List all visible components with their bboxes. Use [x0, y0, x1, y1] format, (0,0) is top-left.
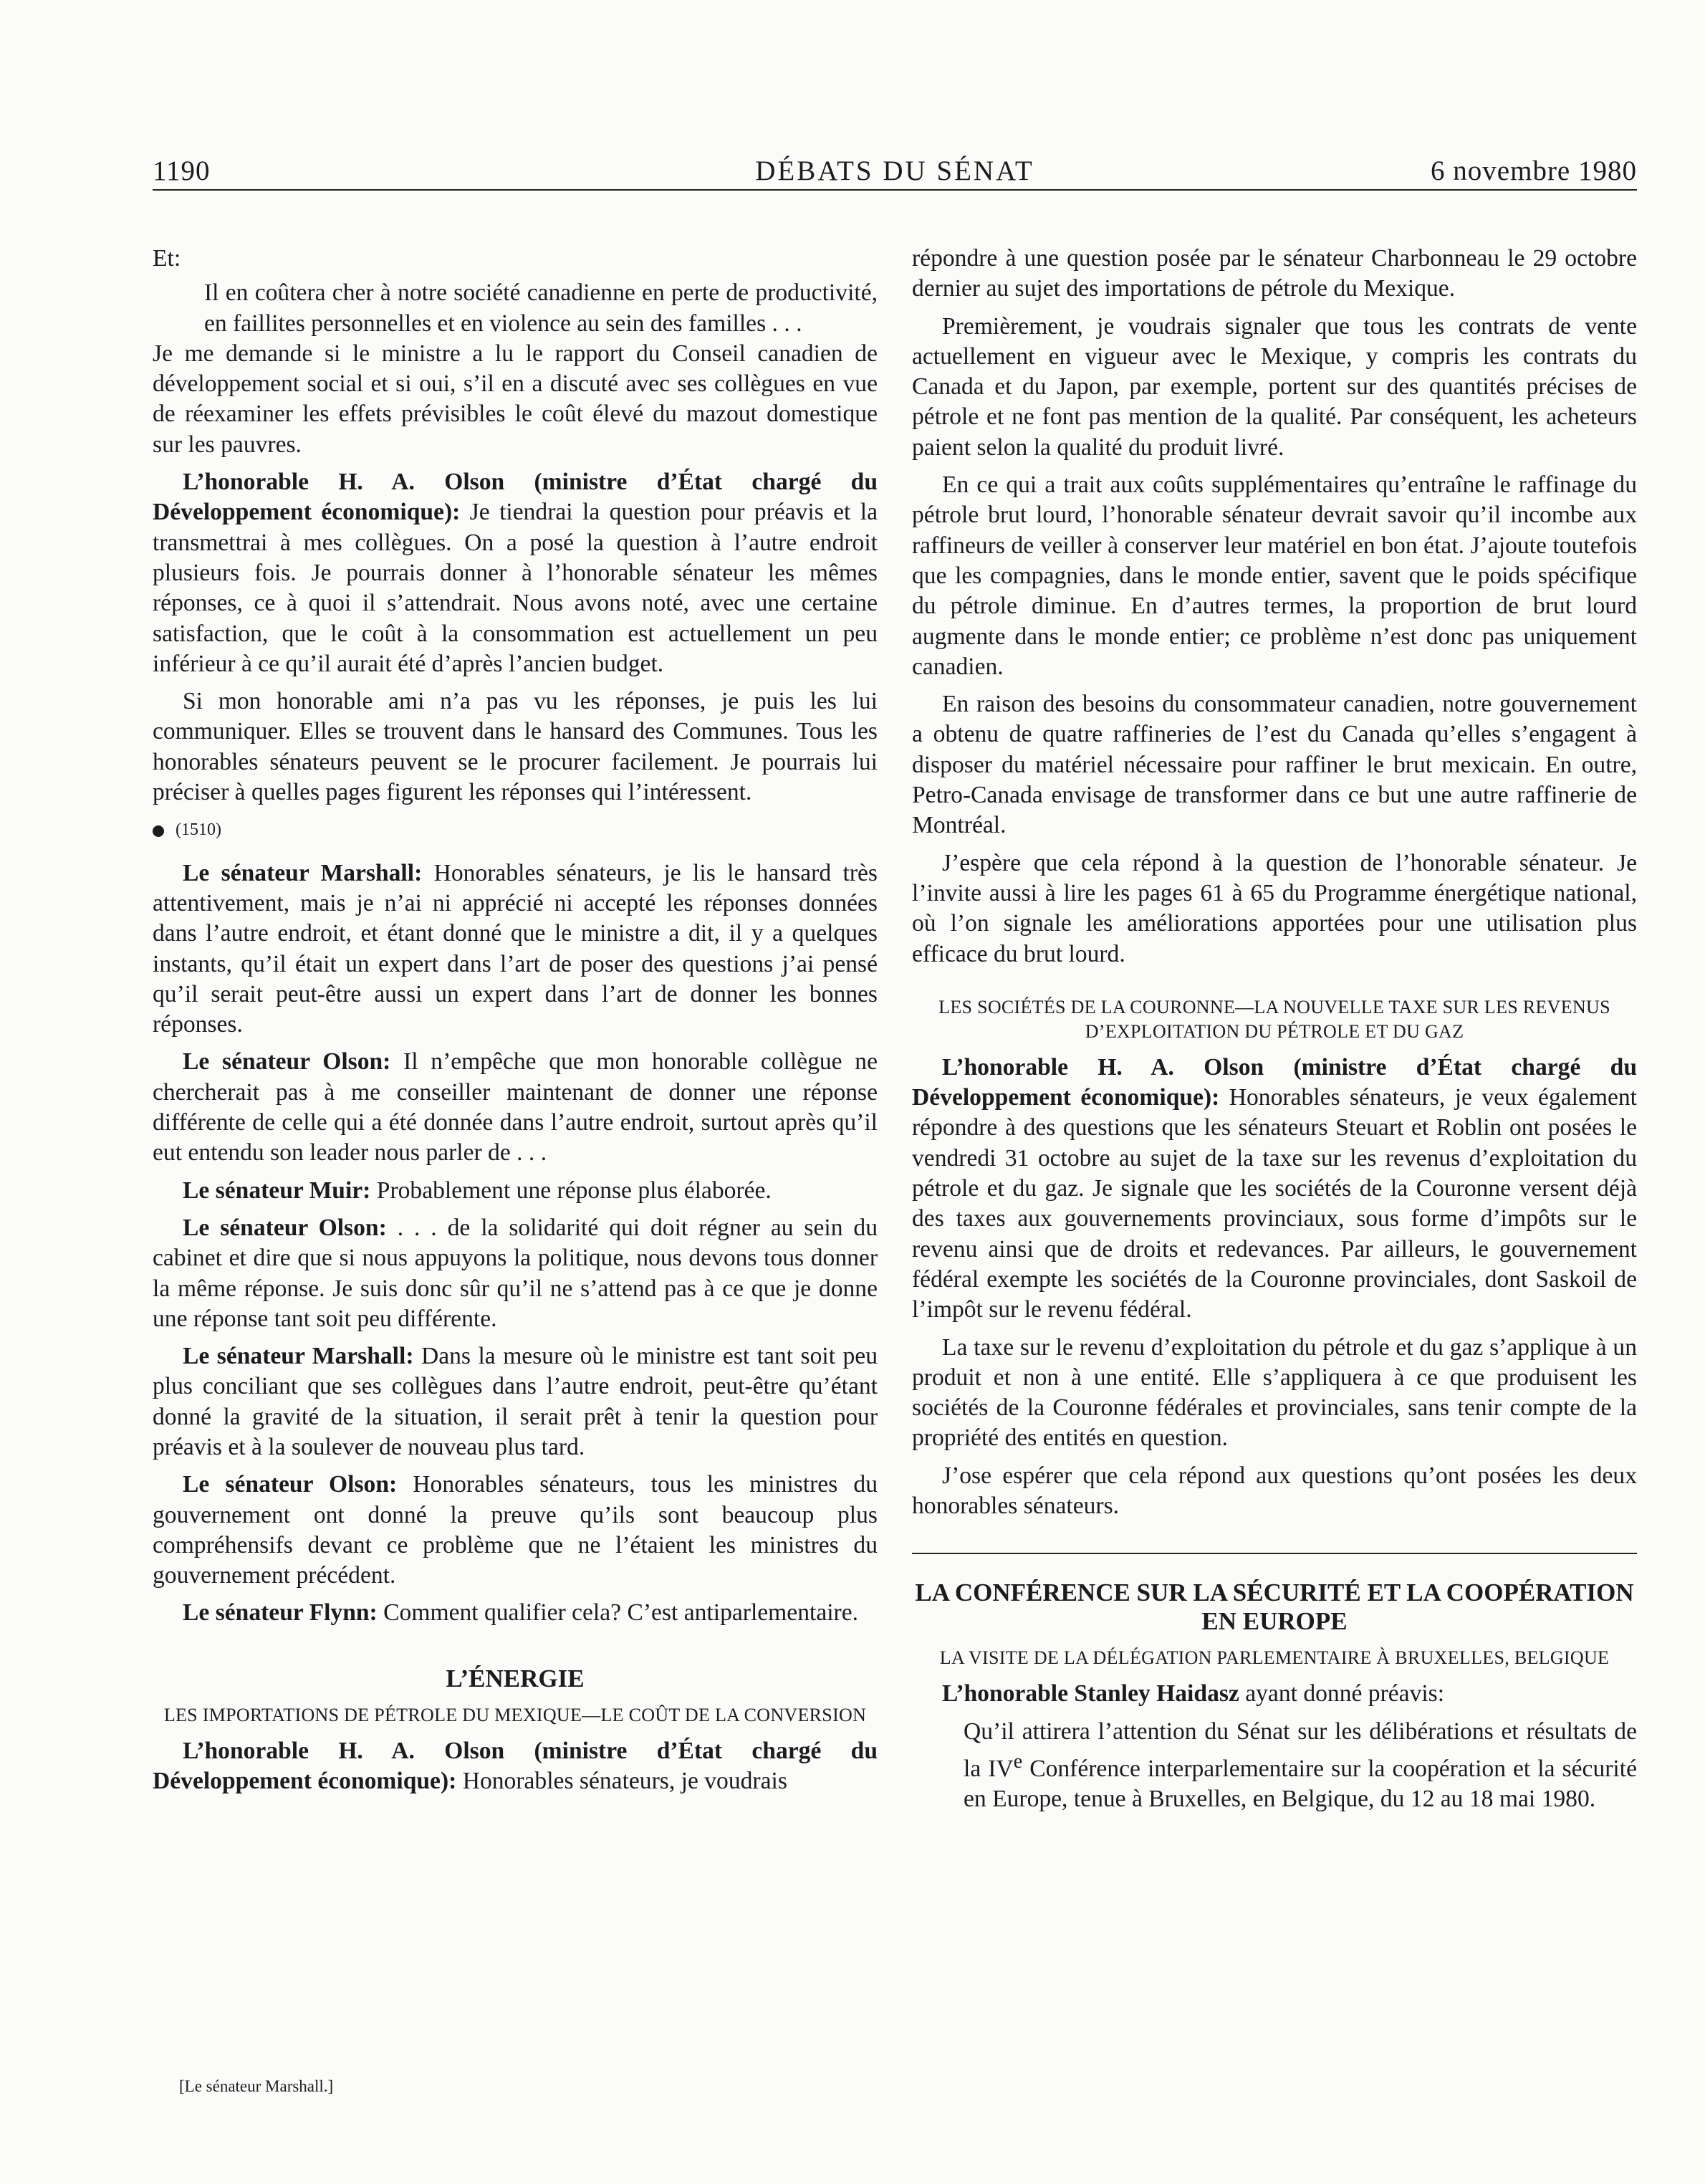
- speaker-name: L’honorable Stanley Haidasz: [942, 1680, 1239, 1708]
- speech: [153, 1598, 878, 1628]
- speech: [912, 1053, 1637, 1326]
- speech: [153, 1176, 878, 1206]
- quote-part: Conférence interparlementaire sur la coopération et la sécurité en Europe, tenue à Bruxelles, en Belgique, du 12 au 18 mai 1980.: [964, 1756, 1637, 1813]
- publication-title: DÉBATS DU SÉNAT: [755, 155, 1034, 186]
- quote-text: [964, 1717, 1637, 1815]
- speech-text: . . . de la solidarité qui doit régner au sein du cabinet et dire que si nous appuyons la politique, nous devons tous donner la même réponse. Je suis donc sûr qu’il ne s’attend pas à ce que je donne une réponse tant soit peu différente.: [153, 1214, 878, 1332]
- paragraph: J’ose espérer que cela répond aux questions qu’ont posées les deux honorables sénateurs.: [912, 1462, 1637, 1519]
- speech-text: Je tiendrai la question pour préavis et la transmettrai à mes collègues. On a posé la question à l’autre endroit plusieurs fois. Je pourrais donner à l’honorable sénateur les mêmes réponses, ce à quoi il s’attendrait. Nous avons noté, avec une certaine satisfaction, que le coût à la consommation est actuellement un peu inférieur à ce qu’il aurait été d’après l’ancien budget.: [153, 499, 878, 677]
- issue-date: 6 novembre 1980: [1431, 155, 1637, 186]
- speaker-name: Le sénateur Olson:: [183, 1214, 387, 1241]
- speech: [153, 467, 878, 679]
- superscript: e: [1013, 1750, 1023, 1773]
- speech: [153, 1213, 878, 1334]
- paragraph: répondre à une question posée par le sénateur Charbonneau le 29 octobre dernier au sujet des importations de pétrole du Mexique.: [912, 245, 1637, 302]
- speech-text: Honorables sénateurs, je lis le hansard très attentivement, mais je n’ai ni apprécié ni accepté les réponses données dans l’autre endroit, et étant donné que le ministre a dit, il y a quelques instants, qu’il était un expert dans l’art de poser des questions j’ai pensé qu’il serait peut-être aussi un expert dans l’art de donner les bonnes réponses.: [153, 859, 878, 1038]
- paragraph: La taxe sur le revenu d’exploitation du pétrole et du gaz s’applique à un produit et non à une entité. Elle s’appliquera à ce que produisent les sociétés de la Couronne fédérales et provinciales, sans tenir compte de la propriété des entités en question.: [912, 1333, 1637, 1452]
- section-subtitle: LES SOCIÉTÉS DE LA COURONNE—LA NOUVELLE TAXE SUR LES REVENUS D’EXPLOITATION DU PÉTROLE ET DU GAZ: [938, 996, 1610, 1042]
- paragraph: J’espère que cela répond à la question de l’honorable sénateur. Je l’invite aussi à lire les pages 61 à 65 du Programme énergétique national, où l’on signale les améliorations apportées pour une utilisation plus efficace du brut lourd.: [912, 849, 1637, 967]
- section-subtitle: LES IMPORTATIONS DE PÉTROLE DU MEXIQUE—LE COÛT DE LA CONVERSION: [163, 1704, 867, 1725]
- quote-part: Qu’il attirera l’attention du Sénat sur les délibérations et résultats de la IV: [964, 1718, 1637, 1783]
- paragraph: En ce qui a trait aux coûts supplémentaires qu’entraîne le raffinage du pétrole brut lourd, l’honorable sénateur devrait savoir qu’il incombe aux raffineurs de veiller à conserver leur matériel en bon état. J’ajoute toutefois que les compagnies, dans le monde entier, savent que le poids spécifique du pétrole diminue. En d’autres termes, la proportion de brut lourd augmente dans le monde entier; ce problème n’est donc pas uniquement canadien.: [912, 471, 1637, 680]
- time-marker-text: (1510): [176, 820, 221, 840]
- speaker-name: Le sénateur Marshall:: [183, 859, 423, 886]
- speech-text: Probablement une réponse plus élaborée.: [370, 1177, 772, 1204]
- speech-text: Dans la mesure où le ministre est tant soit peu plus conciliant que ses collègues dans l’autre endroit, peut-être qu’étant donné la gravité de la situation, il serait prêt à tenir la question pour préavis et à la soulever de nouveau plus tard.: [153, 1343, 878, 1460]
- speaker-name: Le sénateur Olson:: [183, 1048, 391, 1076]
- header-rule: [153, 189, 1637, 191]
- speech: [153, 1047, 878, 1168]
- bullet-icon: [153, 825, 164, 837]
- speech: [153, 1736, 878, 1797]
- speaker-name: L’honorable H. A. Olson (ministre d’État chargé du Développement économique):: [153, 1737, 878, 1795]
- speaker-name: L’honorable H. A. Olson (ministre d’État chargé du Développement économique):: [912, 1053, 1637, 1111]
- speaker-name: Le sénateur Olson:: [183, 1471, 398, 1498]
- speech: [912, 1679, 1637, 1709]
- time-marker: [153, 815, 878, 845]
- speech-text: Honorables sénateurs, je veux également répondre à des questions que les sénateurs Steuart et Roblin ont posées le vendredi 31 octobre au sujet de la taxe sur les revenus d’exploitation du pétrole et du gaz. Je signale que les sociétés de la Couronne versent déjà des taxes aux gouvernements provinciaux, sous forme d’impôts sur le revenu ainsi que de droits et redevances. Par ailleurs, le gouvernement fédéral exempte les sociétés de la Couronne provinciales, dont Saskoil de l’impôt sur le revenu fédéral.: [912, 1084, 1637, 1323]
- left-column: [153, 244, 878, 1804]
- section-title: L’ÉNERGIE: [446, 1664, 585, 1692]
- quote-text: Il en coûtera cher à notre société canadienne en perte de productivité, en faillites personnelles et en violence au sein des familles . . .: [204, 279, 878, 337]
- speaker-name: Le sénateur Marshall:: [183, 1343, 414, 1370]
- speech: [153, 1341, 878, 1462]
- speech-text: Il n’empêche que mon honorable collègue ne chercherait pas à me conseiller maintenant de donner une réponse différente de celle qui a été donnée dans l’autre endroit, surtout après qu’il eut entendu son leader nous parler de . . .: [153, 1048, 878, 1167]
- speech: [153, 858, 878, 1040]
- block-quote: [204, 278, 878, 339]
- footer-note: [Le sénateur Marshall.]: [179, 2077, 334, 2095]
- section-subtitle: LA VISITE DE LA DÉLÉGATION PARLEMENTAIRE À BRUXELLES, BELGIQUE: [939, 1647, 1610, 1669]
- section-rule: [912, 1553, 1637, 1554]
- speaker-name: Le sénateur Flynn:: [183, 1599, 378, 1627]
- speech-text: Honorables sénateurs, tous les ministres du gouvernement ont donné la preuve qu’ils sont beaucoup plus compréhensifs devant ce problème que ne l’étaient les ministres du gouvernement précédent.: [153, 1471, 878, 1589]
- speech-text: ayant donné préavis:: [1239, 1680, 1445, 1708]
- paragraph: Si mon honorable ami n’a pas vu les réponses, je puis les lui communiquer. Elles se trouvent dans le hansard des Communes. Tous les honorables sénateurs peuvent se le procurer facilement. Je pourrais lui préciser à quelles pages figurent les réponses qui l’intéressent.: [153, 688, 878, 806]
- speech: [153, 1470, 878, 1591]
- running-head: [153, 155, 1637, 191]
- paragraph: Je me demande si le ministre a lu le rapport du Conseil canadien de développement social et si oui, s’il en a discuté avec ses collègues en vue de réexaminer les effets prévisibles le coût élevé du mazout domestique sur les pauvres.: [153, 340, 878, 458]
- section-title: LA CONFÉRENCE SUR LA SÉCURITÉ ET LA COOPÉRATION EN EUROPE: [915, 1579, 1634, 1636]
- speech-text: Honorables sénateurs, je voudrais: [456, 1768, 787, 1795]
- speech-text: Comment qualifier cela? C’est antiparlementaire.: [377, 1599, 859, 1627]
- right-column: [912, 244, 1637, 1815]
- page-number: 1190: [153, 155, 211, 186]
- paragraph: Premièrement, je voudrais signaler que tous les contrats de vente actuellement en vigueur avec le Mexique, y compris les contrats du Canada et du Japon, par exemple, portent sur des quantités précises de pétrole et ne font pas mention de la qualité. Par conséquent, les acheteurs paient selon la qualité du produit livré.: [912, 312, 1637, 461]
- speaker-name: L’honorable H. A. Olson (ministre d’État chargé du Développement économique):: [153, 469, 878, 526]
- paragraph: En raison des besoins du consommateur canadien, notre gouvernement a obtenu de quatre raffineries de l’est du Canada qu’elles s’engagent à disposer du matériel nécessaire pour raffiner le brut mexicain. En outre, Petro-Canada envisage de transformer dans ce but une autre raffinerie de Montréal.: [912, 691, 1637, 839]
- block-quote: [964, 1717, 1637, 1815]
- et-line: Et:: [153, 245, 181, 272]
- speaker-name: Le sénateur Muir:: [183, 1177, 371, 1204]
